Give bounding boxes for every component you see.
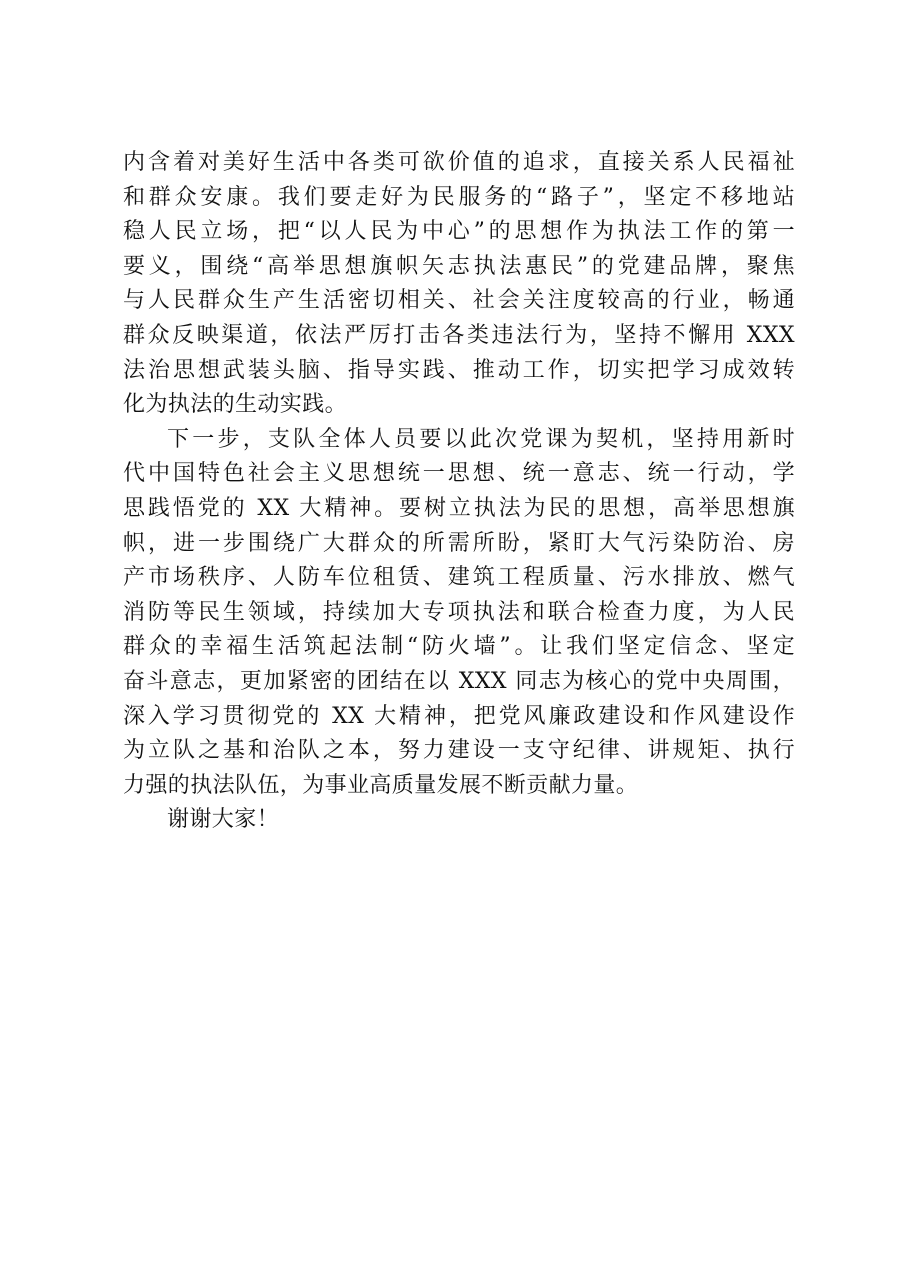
paragraph-1-line: 化为执法的生动实践。 — [123, 392, 348, 418]
paragraph-1-line: 和群众安康。我们要走好为民服务的“路子”，坚定不移地站 — [123, 184, 795, 210]
paragraph-2-line: 帜，进一步围绕广大群众的所需所盼，紧盯大气污染防治、房 — [123, 530, 795, 556]
paragraph-2-line: 深入学习贯彻党的 XX 大精神，把党风廉政建设和作风建设作 — [123, 703, 795, 729]
paragraph-1-line: 要义，围绕“高举思想旗帜矢志执法惠民”的党建品牌，聚焦 — [123, 253, 795, 279]
paragraph-2-line: 产市场秩序、人防车位租赁、建筑工程质量、污水排放、燃气 — [123, 565, 795, 591]
paragraph-1-line: 稳人民立场，把“以人民为中心”的思想作为执法工作的第一 — [123, 219, 795, 245]
paragraph-1-line: 内含着对美好生活中各类可欲价值的追求，直接关系人民福祉 — [123, 150, 795, 175]
document-body — [123, 146, 795, 838]
paragraph-2-line: 代中国特色社会主义思想统一思想、统一意志、统一行动，学 — [123, 461, 795, 487]
paragraph-2-line: 下一步，支队全体人员要以此次党课为契机，坚持用新时 — [167, 426, 795, 452]
paragraph-2-line: 群众的幸福生活筑起法制“防火墙”。让我们坚定信念、坚定 — [123, 634, 795, 660]
paragraph-1-line: 法治思想武装头脑、指导实践、推动工作，切实把学习成效转 — [123, 357, 795, 383]
closing-text: 谢谢大家！ — [167, 807, 280, 833]
paragraph-2-line: 力强的执法队伍，为事业高质量发展不断贡献力量。 — [123, 772, 639, 798]
paragraph-1-line: 与人民群众生产生活密切相关、社会关注度较高的行业，畅通 — [123, 288, 795, 314]
closing-paragraph — [123, 803, 795, 838]
paragraph-2-line: 奋斗意志，更加紧密的团结在以 XXX 同志为核心的党中央周围， — [123, 668, 795, 694]
paragraph-1 — [123, 146, 795, 423]
paragraph-2-line: 消防等民生领域，持续加大专项执法和联合检查力度，为人民 — [123, 599, 795, 625]
paragraph-2-line: 思践悟党的 XX 大精神。要树立执法为民的思想，高举思想旗 — [123, 495, 795, 521]
paragraph-1-line: 群众反映渠道，依法严厉打击各类违法行为，坚持不懈用 XXX — [123, 322, 795, 348]
paragraph-2 — [123, 423, 795, 804]
paragraph-2-line: 为立队之基和治队之本，努力建设一支守纪律、讲规矩、执行 — [123, 738, 795, 764]
